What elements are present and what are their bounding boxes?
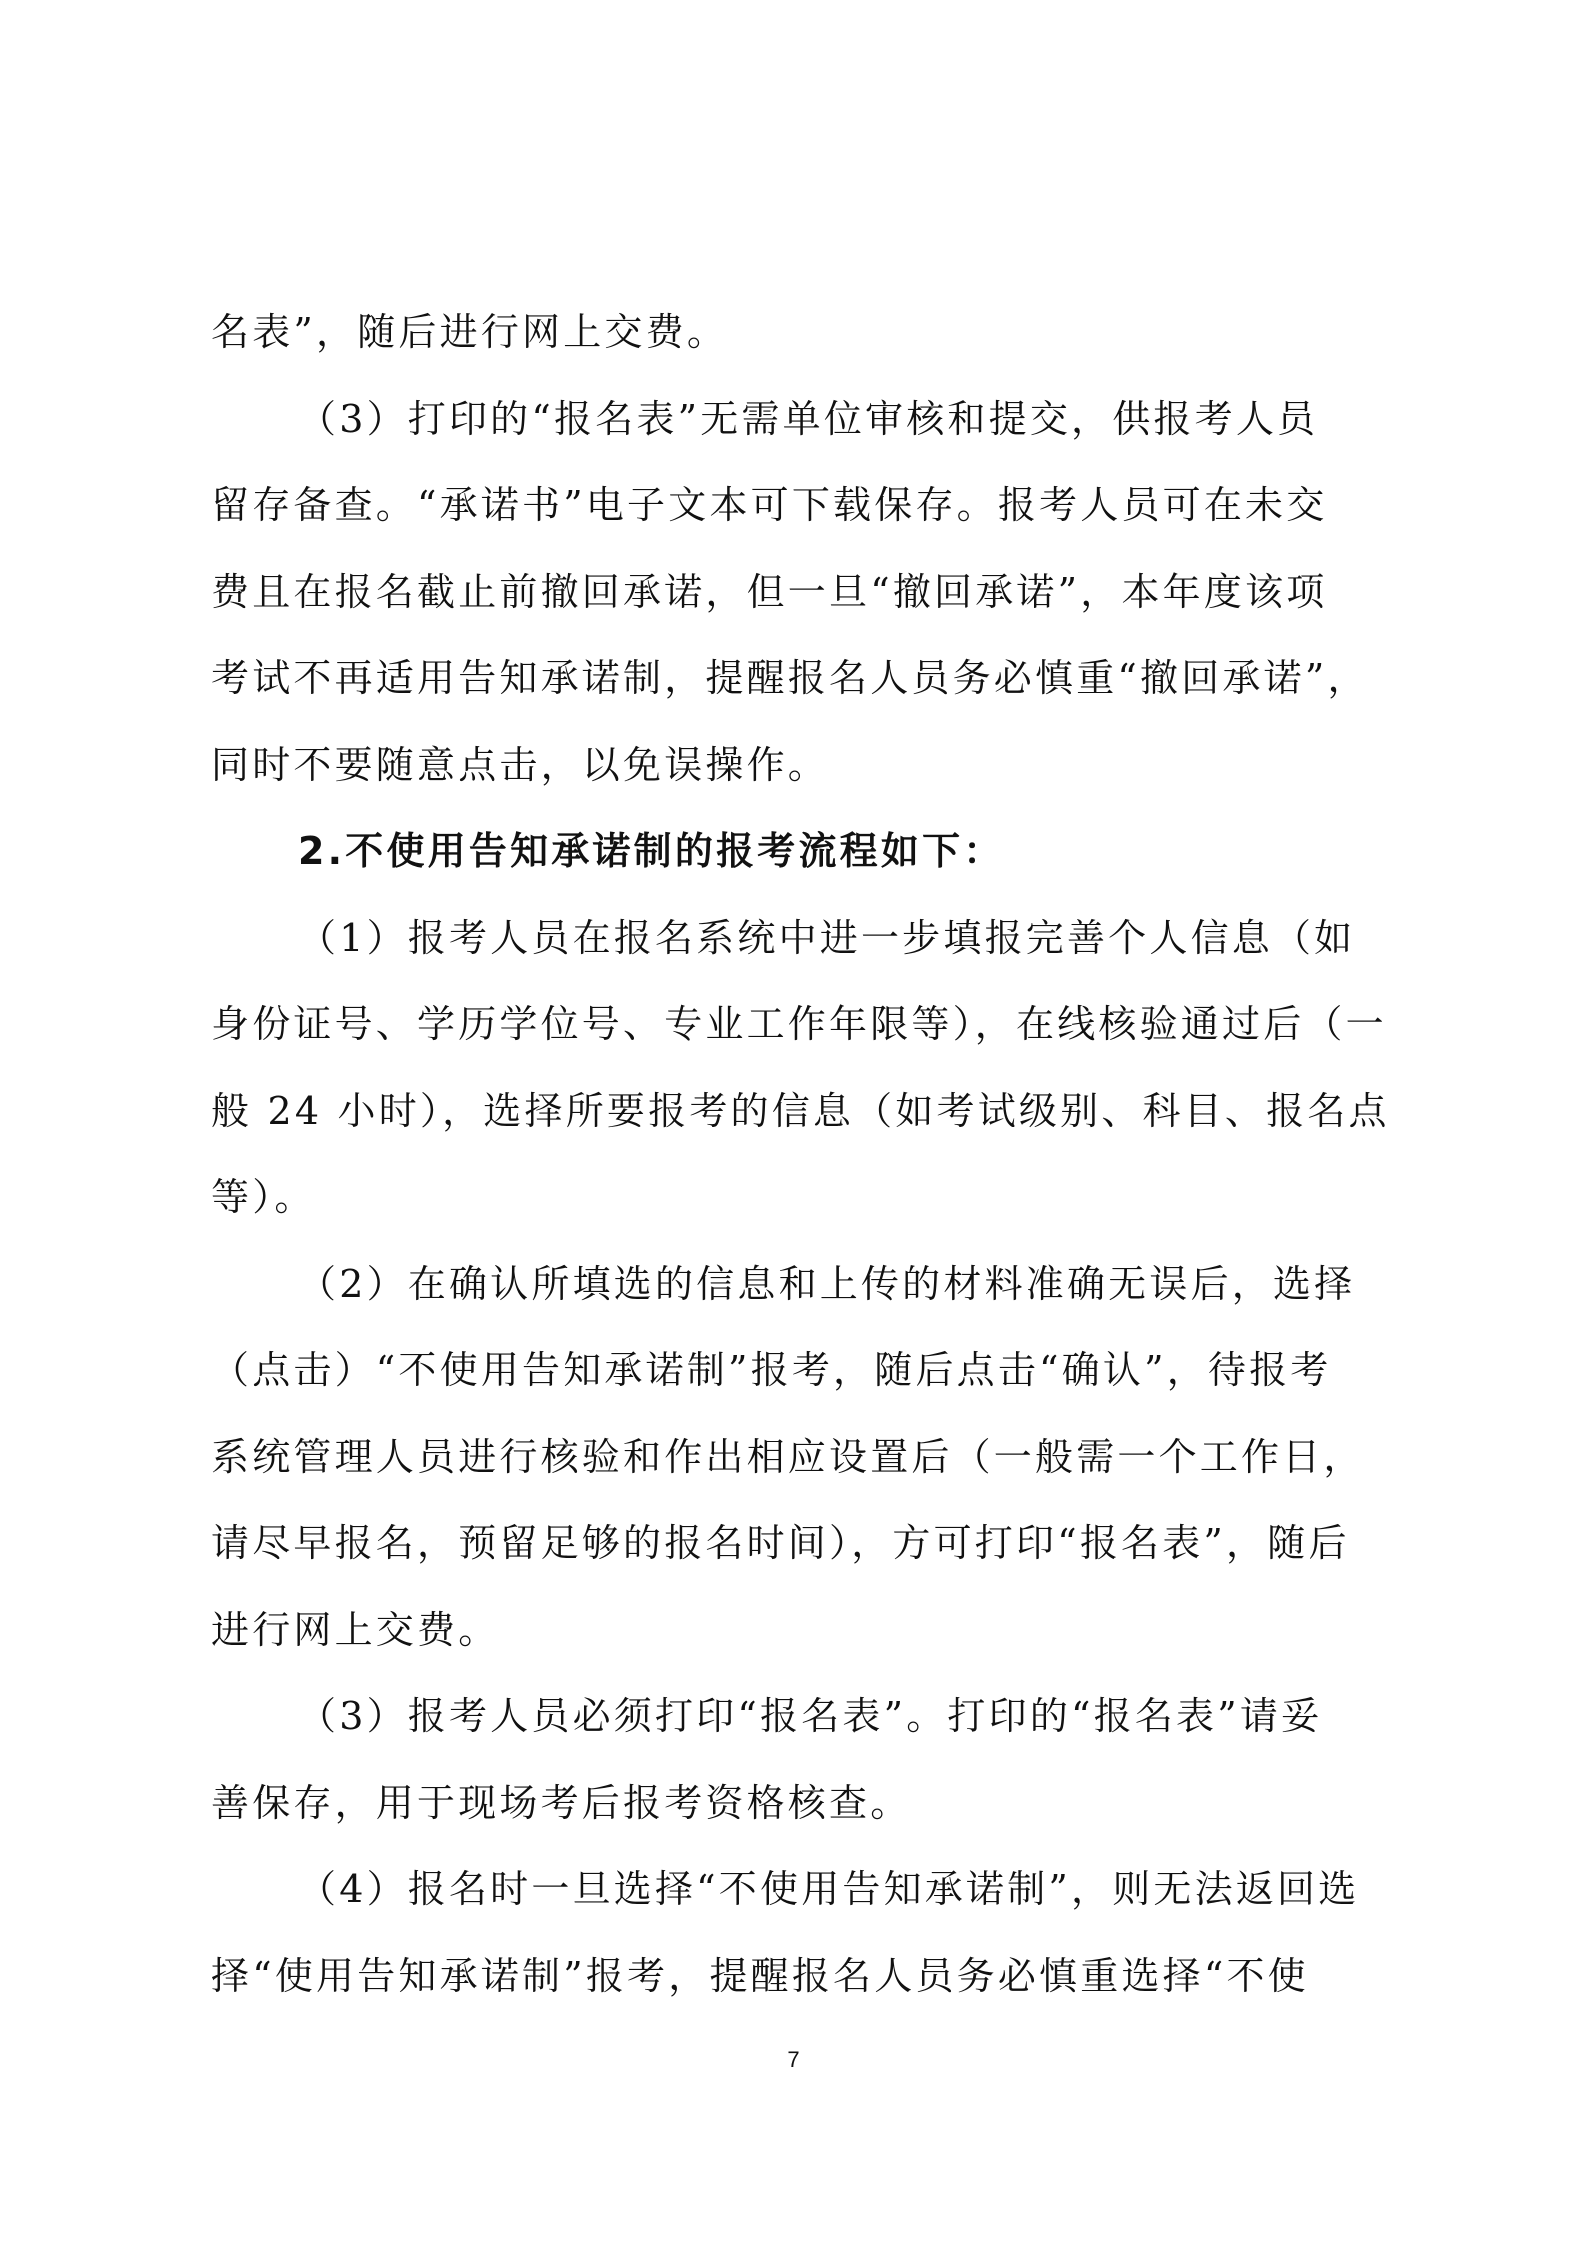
body-text-line: 考试不再适用告知承诺制，提醒报名人员务必慎重“撤回承诺”， <box>211 656 1369 700</box>
body-text-line: 同时不要随意点击，以免误操作。 <box>211 743 830 787</box>
paragraph-2-start: （2）在确认所填选的信息和上传的材料准确无误后，选择 <box>298 1262 1356 1306</box>
body-text-line: 般 24 小时），选择所要报考的信息（如考试级别、科目、报名点 <box>211 1089 1390 1133</box>
body-text-line: 留存备查。“承诺书”电子文本可下载保存。报考人员可在未交 <box>211 483 1328 527</box>
body-text-line: 系统管理人员进行核验和作出相应设置后（一般需一个工作日， <box>211 1435 1365 1479</box>
paragraph-3b-start: （3）报考人员必须打印“报名表”。打印的“报名表”请妥 <box>298 1694 1323 1738</box>
body-text-line: 请尽早报名，预留足够的报名时间），方可打印“报名表”，随后 <box>211 1521 1350 1565</box>
body-text-line: 善保存，用于现场考后报考资格核查。 <box>211 1781 912 1825</box>
section-heading: 2.不使用告知承诺制的报考流程如下： <box>298 829 1005 873</box>
body-text-line: （点击）“不使用告知承诺制”报考，随后点击“确认”，待报考 <box>211 1348 1332 1392</box>
paragraph-3-start: （3）打印的“报名表”无需单位审核和提交，供报考人员 <box>298 397 1319 441</box>
body-text-line: 费且在报名截止前撤回承诺，但一旦“撤回承诺”，本年度该项 <box>211 570 1328 614</box>
paragraph-4-start: （4）报名时一旦选择“不使用告知承诺制”，则无法返回选 <box>298 1867 1360 1911</box>
body-text-line: 名表”，随后进行网上交费。 <box>211 310 729 354</box>
body-text-line: 择“使用告知承诺制”报考，提醒报名人员务必慎重选择“不使 <box>211 1954 1309 1998</box>
body-text-line: 进行网上交费。 <box>211 1608 500 1652</box>
page-number: 7 <box>787 2047 800 2072</box>
paragraph-1-start: （1）报考人员在报名系统中进一步填报完善个人信息（如 <box>298 916 1356 960</box>
body-text-line: 等）。 <box>211 1175 316 1219</box>
body-text-line: 身份证号、学历学位号、专业工作年限等），在线核验通过后（一 <box>211 1002 1387 1046</box>
